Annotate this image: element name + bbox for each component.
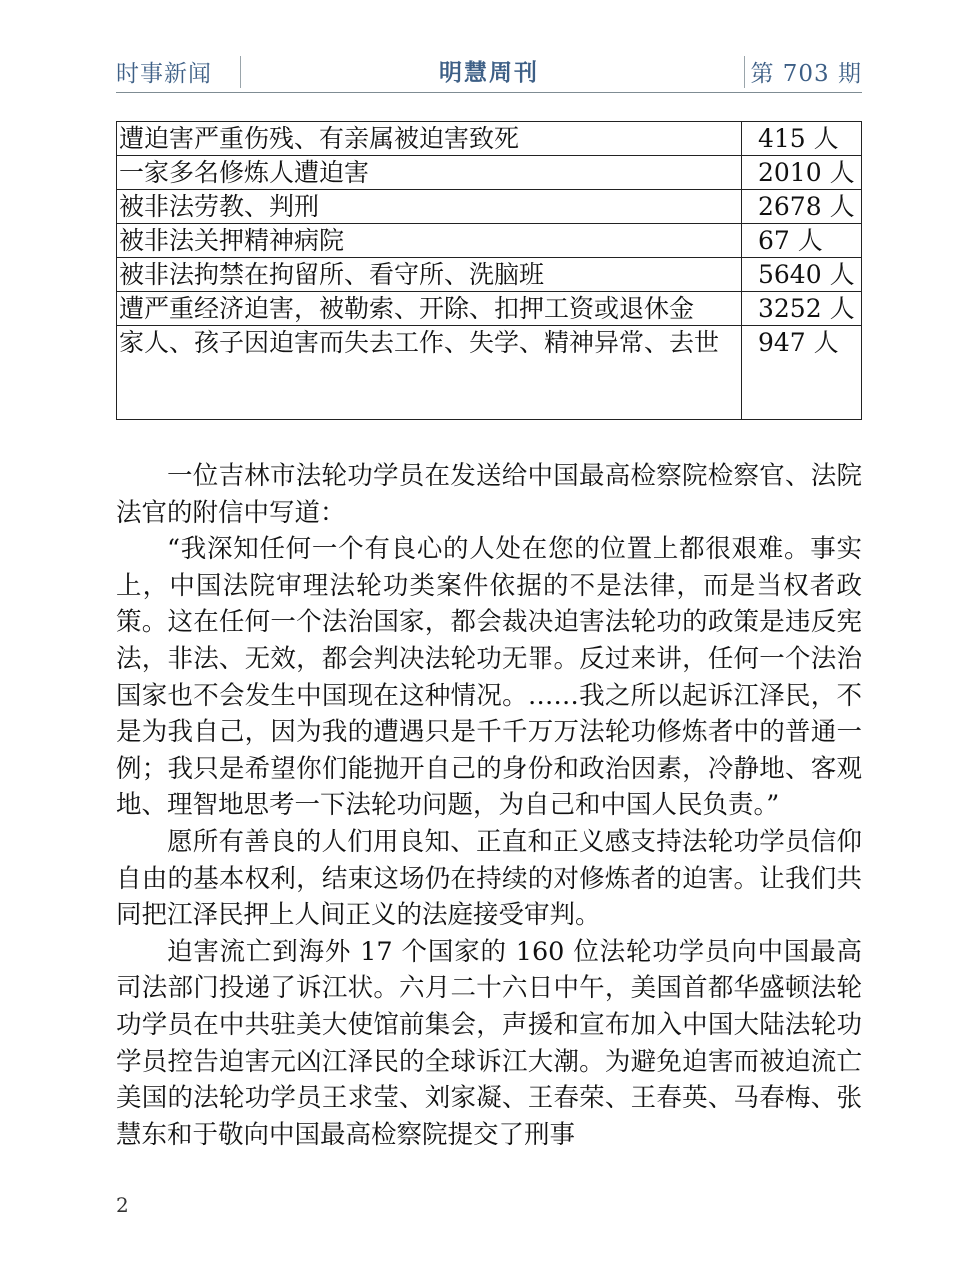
page-number: 2: [116, 1193, 129, 1217]
table-cell-count: 947 人: [742, 326, 862, 420]
table-row: [117, 122, 862, 156]
table-cell-description: 遭迫害严重伤残、有亲属被迫害致死: [117, 122, 742, 156]
table-row: [117, 156, 862, 190]
persecution-stats-table: [116, 121, 862, 420]
table-cell-description: 一家多名修炼人遭迫害: [117, 156, 742, 190]
paragraph: 一位吉林市法轮功学员在发送给中国最高检察院检察官、法院法官的附信中写道：: [116, 461, 862, 528]
table-cell-count: 3252 人: [742, 292, 862, 326]
table-row: [117, 224, 862, 258]
header-title: 明慧周刊: [439, 59, 539, 86]
table-cell-count: 2010 人: [742, 156, 862, 190]
table-cell-description: 被非法关押精神病院: [117, 224, 742, 258]
table-row: [117, 326, 862, 420]
table-cell-description: 被非法拘禁在拘留所、看守所、洗脑班: [117, 258, 742, 292]
table-cell-count: 2678 人: [742, 190, 862, 224]
table-cell-count: 415 人: [742, 122, 862, 156]
page-header: [116, 52, 862, 93]
table-cell-count: 67 人: [742, 224, 862, 258]
table-cell-description: 被非法劳教、判刑: [117, 190, 742, 224]
table-cell-description: 遭严重经济迫害，被勒索、开除、扣押工资或退休金: [117, 292, 742, 326]
paragraph: 愿所有善良的人们用良知、正直和正义感支持法轮功学员信仰自由的基本权利，结束这场仍在持续的对修炼者的迫害。让我们共同把江泽民押上人间正义的法庭接受审判。: [116, 826, 862, 931]
header-divider-right: [744, 56, 745, 88]
table-row: [117, 190, 862, 224]
paragraph: 迫害流亡到海外 17 个国家的 160 位法轮功学员向中国最高司法部门投递了诉江状。六月二十六日中午，美国首都华盛顿法轮功学员在中共驻美大使馆前集会，声援和宣布加入中国大陆法轮功学员控告迫害元凶江泽民的全球诉江大潮。为避免迫害而被迫流亡美国的法轮功学员王求莹、刘家凝、王春荣、王春英、马春梅、张慧东和于敬向中国最高检察院提交了刑事: [116, 936, 862, 1150]
table-row: [117, 258, 862, 292]
table-row: [117, 292, 862, 326]
paragraph: “我深知任何一个有良心的人处在您的位置上都很艰难。事实上，中国法院审理法轮功类案件依据的不是法律，而是当权者政策。这在任何一个法治国家，都会裁决迫害法轮功的政策是违反宪法，非法、无效，都会判决法轮功无罪。反过来讲，任何一个法治国家也不会发生中国现在这种情况。……我之所以起诉江泽民，不是为我自己，因为我的遭遇只是千千万万法轮功修炼者中的普通一例；我只是希望你们能抛开自己的身份和政治因素，冷静地、客观地、理智地思考一下法轮功问题，为自己和中国人民负责。”: [116, 534, 862, 821]
table-cell-count: 5640 人: [742, 258, 862, 292]
header-section: 时事新闻: [116, 61, 212, 87]
header-issue: 第 703 期: [750, 61, 862, 87]
table-cell-description: 家人、孩子因迫害而失去工作、失学、精神异常、去世: [117, 326, 742, 420]
article-body: [116, 458, 862, 1153]
